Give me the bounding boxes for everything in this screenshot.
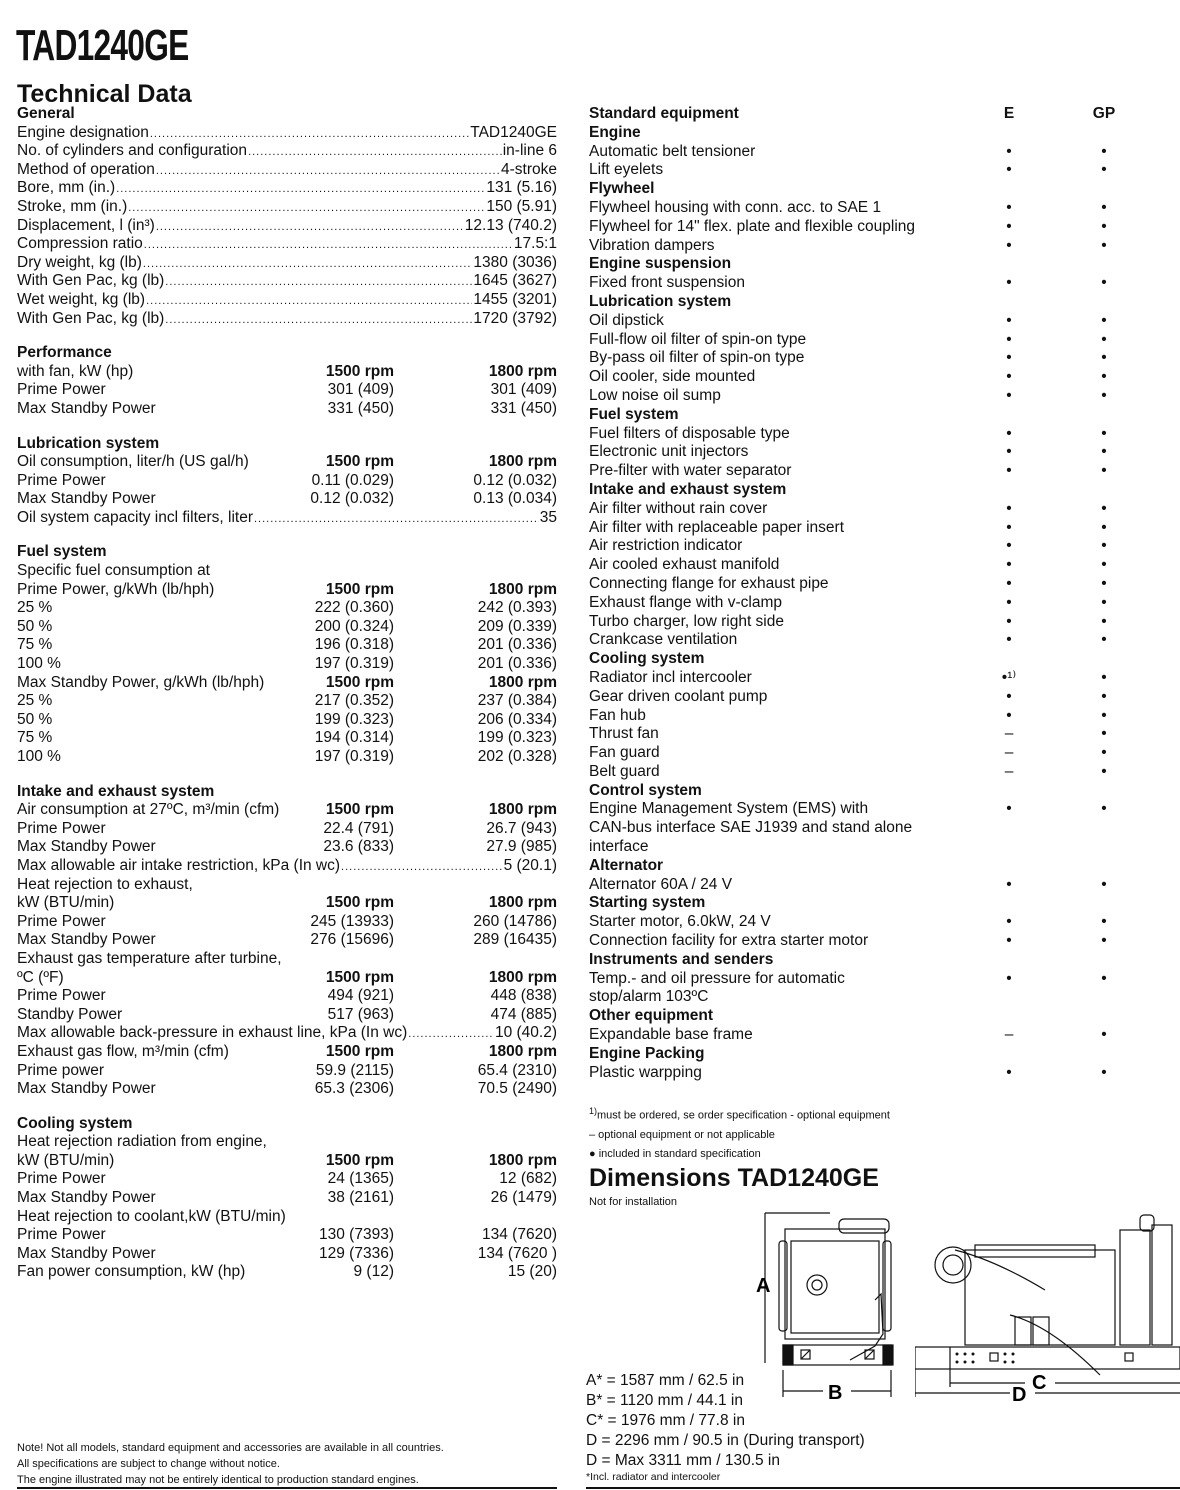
lubrication-table <box>17 453 557 509</box>
spec-row: 100 % 197 (0.319) 201 (0.336) <box>17 655 557 673</box>
equipment-list <box>589 124 1129 1083</box>
availability-gp: • <box>1101 593 1107 611</box>
spec-row: 75 % 196 (0.318) 201 (0.336) <box>17 636 557 654</box>
rpm-header-row: Oil consumption, liter/h (US gal/h) 1500 rpm 1800 rpm <box>17 453 557 471</box>
legend-footnotes: $^{1)}$must be ordered, se order specification - optional equipment – optional equipment or not applicable ● included in standard specification <box>589 1106 890 1160</box>
disclaimer: Note! Not all models, standard equipment and accessories are available in all countries. All specifications are subject to change without notice. The engine illustrated may not be entirely identical to production standard engines. <box>17 1442 444 1486</box>
availability-gp: • <box>1101 687 1107 705</box>
leader-dots <box>150 124 469 143</box>
page-title: Technical Data <box>17 80 192 108</box>
dimension-label-d: D <box>1012 1384 1027 1405</box>
equipment-item: Connecting flange for exhaust pipe • • <box>589 575 1129 594</box>
spec-row: 25 % 222 (0.360) 242 (0.393) <box>17 599 557 617</box>
model-title: TAD1240GE <box>16 21 189 70</box>
availability-e: • <box>1006 142 1012 160</box>
leader-dots <box>165 272 472 291</box>
availability-gp: • <box>1101 668 1107 686</box>
leader-dots <box>144 235 513 254</box>
equipment-group-heading: Other equipment <box>589 1007 714 1025</box>
availability-gp: • <box>1101 368 1107 386</box>
equipment-item: Full-flow oil filter of spin-on type • • <box>589 331 1129 350</box>
availability-gp: • <box>1101 311 1107 329</box>
equipment-group-heading: Alternator <box>589 856 664 874</box>
equipment-item: Connection facility for extra starter motor • • <box>589 932 1129 951</box>
equipment-item: Radiator incl intercooler •¹⁾ • <box>589 669 1129 688</box>
availability-gp: • <box>1101 725 1107 743</box>
leader-dots <box>146 291 472 310</box>
availability-e: – <box>1004 1026 1014 1044</box>
availability-gp: • <box>1101 537 1107 555</box>
radiation-header: kW (BTU/min) 1500 rpm 1800 rpm <box>17 1151 557 1169</box>
section-heading-lubrication: Lubrication system <box>17 434 160 452</box>
spec-row: With Gen Pac, kg (lb) ..... 1645 (3627) <box>17 272 557 291</box>
section-heading-intake: Intake and exhaust system <box>17 782 215 800</box>
spec-row: Displacement, l (in³) ..... 12.13 (740.2) <box>17 217 557 236</box>
spec-row: Prime Power 24 (1365) 12 (682) <box>17 1170 557 1188</box>
spec-row: Prime Power 22.4 (791) 26.7 (943) <box>17 819 557 837</box>
spec-row: Max Standby Power 129 (7336) 134 (7620 ) <box>17 1244 557 1262</box>
section-heading-performance: Performance <box>17 344 112 362</box>
equipment-item: Vibration dampers • • <box>589 237 1129 256</box>
equipment-item: Oil cooler, side mounted • • <box>589 368 1129 387</box>
availability-gp: • <box>1101 386 1107 404</box>
spec-row: 50 % 200 (0.324) 209 (0.339) <box>17 617 557 635</box>
equipment-item: Fan guard – • <box>589 744 1129 763</box>
availability-e: • <box>1006 518 1012 536</box>
spec-row: Max Standby Power 0.12 (0.032) 0.13 (0.034) <box>17 490 557 508</box>
spec-row: Prime Power 245 (13933) 260 (14786) <box>17 912 557 930</box>
oil-capacity-row: Oil system capacity incl filters, liter ..... 35 <box>17 509 557 528</box>
availability-e: • <box>1006 932 1012 950</box>
availability-gp: • <box>1101 330 1107 348</box>
heat-exhaust-header: kW (BTU/min) 1500 rpm 1800 rpm <box>17 894 557 912</box>
leader-dots <box>156 161 500 180</box>
spec-row: Max Standby Power 38 (2161) 26 (1479) <box>17 1189 557 1207</box>
equipment-item: stop/alarm 103ºC <box>589 988 709 1006</box>
availability-e: – <box>1004 762 1014 780</box>
equipment-item: By-pass oil filter of spin-on type • • <box>589 349 1129 368</box>
equipment-item: Crankcase ventilation • • <box>589 631 1129 650</box>
equipment-group-heading: Flywheel <box>589 180 655 198</box>
technical-data-column: General Engine designation ..... TAD1240GE No. of cylinders and configuration ..... in-line 6 Method of operation ..... 4-stroke Bore, mm (in.) ..... 131 (5.16) Stroke, mm (in.) ..... 150 (5.91) Displacement, l (in³) ..... 12.13 (740.2) Compression ratio ..... 17.5:1 Dry weight, kg (lb) ..... 1380 (3036) With Gen Pac, kg (lb) ..... 1645 (3627) Wet weight, kg (lb) ..... 1455 (3201) With Gen Pac, kg (lb) ..... 1720 (3792) Performance with fan, kW (hp) 1500 rpm 1800 rpm Prime Power 301 (409) 301 (409) Max Standby Power 331 (450) 331 (450) Lubrication system Oil consumption, liter/h (US gal/h) 1500 rpm 1800 rpm Prime Power 0.11 (0.029) 0.12 (0.032) Max Standby Power 0.12 (0.032) 0.13 (0.034) Oil system capacity incl filters, liter ..... 35 Fuel system Specific fuel consumption at Prime Power, g/kWh (lb/hph) 1500 rpm 1800 rpm 25 % 222 (0.360) 242 (0.393) 50 % 200 (0.324) 209 (0.339) 75 % 196 (0.318) 201 (0.336) 100 % 197 (0.319) 201 (0.336) Max Standby Power, g/kWh (lb/hph) 1500 rpm 1800 rpm 25 % 217 (0.352) 237 (0.384) 50 % 199 (0.323) 206 (0.334) 75 % 194 (0.314) 199 (0.323) 100 % 197 (0.319) 202 (0.328) Intake and exhaust system Air consumption at 27ºC, m³/min (cfm) 1500 rpm 1800 rpm Prime Power 22.4 (791) 26.7 (943) Max Standby Power 23.6 (833) 27.9 (985) Max allowable air intake restriction, kPa (In wc) ..... 5 (20.1) Heat rejection to exhaust, kW (BTU/min) 1500 rpm 1800 rpm Prime Power 245 (13933) 260 (14786) Max Standby Power 276 (15696) 289 (16435) Exhaust gas temperature after turbine, ºC (ºF) 1500 rpm 1800 rpm Prime Power 494 (921) 448 (838) Standby Power 517 (963) 474 (885) Max allowable back-pressure in exhaust line, kPa (In wc) ..... 10 (40.2) Exhaust gas flow, m³/min (cfm) 1500 rpm 1800 rpm Prime power 59.9 (2115) 65.4 (2310) Max Standby Power 65.3 (2306) 70.5 (2490) Cooling system Heat rejection radiation from engine, kW (BTU/min) 1500 rpm 1800 rpm Prime Power 24 (1365) 12 (682) Max Standby Power 38 (2161) 26 (1479) Heat rejection to coolant,kW (BTU/min) Prime Power 130 (7393) 134 (7620) Max Standby Power 129 (7336) 134 (7620 ) Fan power consumption, kW (hp) 9 (12) 15 (20) <box>17 105 557 1282</box>
availability-gp: • <box>1101 744 1107 762</box>
availability-gp: • <box>1101 913 1107 931</box>
dimensions-subtitle: Not for installation <box>589 1196 678 1208</box>
availability-e: • <box>1006 706 1012 724</box>
availability-gp: • <box>1101 969 1107 987</box>
equipment-item: Automatic belt tensioner • • <box>589 143 1129 162</box>
equipment-group-heading: Lubrication system <box>589 292 732 310</box>
equipment-item: Fuel filters of disposable type • • <box>589 425 1129 444</box>
availability-gp: • <box>1101 631 1107 649</box>
availability-e: • <box>1006 368 1012 386</box>
spec-row: Bore, mm (in.) ..... 131 (5.16) <box>17 179 557 198</box>
availability-gp: • <box>1101 706 1107 724</box>
availability-gp: • <box>1101 462 1107 480</box>
section-heading-fuel: Fuel system <box>17 543 107 561</box>
equipment-item: Electronic unit injectors • • <box>589 443 1129 462</box>
spec-row: Max Standby Power 65.3 (2306) 70.5 (2490) <box>17 1080 557 1098</box>
spec-row: Wet weight, kg (lb) ..... 1455 (3201) <box>17 291 557 310</box>
leader-dots <box>128 198 485 217</box>
spec-row: 100 % 197 (0.319) 202 (0.328) <box>17 748 557 765</box>
availability-e: • <box>1006 386 1012 404</box>
spec-row: 75 % 194 (0.314) 199 (0.323) <box>17 729 557 747</box>
equipment-group-heading: Engine Packing <box>589 1044 705 1062</box>
general-list <box>17 124 557 329</box>
availability-gp: • <box>1101 1063 1107 1081</box>
spec-row: Prime Power 301 (409) 301 (409) <box>17 381 557 399</box>
availability-e: – <box>1004 744 1014 762</box>
availability-e: • <box>1006 969 1012 987</box>
equipment-group-heading: Intake and exhaust system <box>589 480 787 498</box>
divider <box>586 1487 1180 1489</box>
availability-e: • <box>1006 311 1012 329</box>
availability-gp: • <box>1101 556 1107 574</box>
leader-dots <box>143 254 473 273</box>
availability-e: • <box>1006 593 1012 611</box>
availability-e: • <box>1006 499 1012 517</box>
equipment-item: Starter motor, 6.0kW, 24 V • • <box>589 913 1129 932</box>
equipment-item: Temp.- and oil pressure for automatic • • <box>589 970 1129 989</box>
spec-row: Max Standby Power 23.6 (833) 27.9 (985) <box>17 838 557 856</box>
dimension-label-b: B <box>828 1382 843 1404</box>
dimension-label-a: A <box>756 1275 771 1297</box>
air-restriction-row: Max allowable air intake restriction, kPa (In wc) ..... 5 (20.1) <box>17 857 557 876</box>
leader-dots <box>254 509 539 528</box>
availability-e: • <box>1006 631 1012 649</box>
spec-row: 25 % 217 (0.352) 237 (0.384) <box>17 692 557 710</box>
leader-dots <box>156 217 464 236</box>
availability-gp: • <box>1101 612 1107 630</box>
leader-dots <box>116 179 485 198</box>
availability-e: • <box>1006 462 1012 480</box>
section-heading-general: General <box>17 105 75 122</box>
spec-row: Specific fuel consumption at <box>17 562 210 580</box>
equipment-item: Oil dipstick • • <box>589 312 1129 331</box>
equipment-item: Low noise oil sump • • <box>589 387 1129 406</box>
dimension-values: A* = 1587 mm / 62.5 in B* = 1120 mm / 44.1 in C* = 1976 mm / 77.8 in D = 2296 mm / 90.5 in (During transport) D = Max 3311 mm / 130.5 in *Incl. radiator and intercooler <box>586 1372 865 1483</box>
availability-e: • <box>1006 574 1012 592</box>
availability-e: – <box>1004 725 1014 743</box>
equipment-item: Exhaust flange with v-clamp • • <box>589 594 1129 613</box>
equipment-item: Air filter with replaceable paper insert • • <box>589 519 1129 538</box>
spec-row: Prime Power 130 (7393) 134 (7620) <box>17 1226 557 1244</box>
availability-e: • <box>1006 875 1012 893</box>
spec-row: Max Standby Power 331 (450) 331 (450) <box>17 399 557 417</box>
availability-e: • <box>1006 424 1012 442</box>
equipment-item: Lift eyelets • • <box>589 161 1129 180</box>
equipment-item: Turbo charger, low right side • • <box>589 613 1129 632</box>
equipment-item: Expandable base frame – • <box>589 1026 1129 1045</box>
availability-gp: • <box>1101 274 1107 292</box>
availability-gp: • <box>1101 499 1107 517</box>
spec-row: Max Standby Power 276 (15696) 289 (16435) <box>17 931 557 949</box>
availability-e: • <box>1006 217 1012 235</box>
availability-gp: • <box>1101 1026 1107 1044</box>
equipment-item: Flywheel for 14" flex. plate and flexible coupling • • <box>589 218 1129 237</box>
equipment-item: Belt guard – • <box>589 763 1129 782</box>
equipment-group-heading: Instruments and senders <box>589 950 774 968</box>
spec-row: Prime Power 494 (921) 448 (838) <box>17 987 557 1005</box>
spec-row: Prime power 59.9 (2115) 65.4 (2310) <box>17 1061 557 1079</box>
availability-gp: • <box>1101 142 1107 160</box>
spec-row: Compression ratio ..... 17.5:1 <box>17 235 557 254</box>
fan-power-row: Fan power consumption, kW (hp) 9 (12) 15 (20) <box>17 1263 557 1281</box>
equipment-item: Fan hub • • <box>589 707 1129 726</box>
availability-e: • <box>1006 236 1012 254</box>
availability-gp: • <box>1101 800 1107 818</box>
equipment-item: Plastic warpping • • <box>589 1064 1129 1083</box>
equipment-item: Alternator 60A / 24 V • • <box>589 876 1129 895</box>
equipment-group-heading: Engine suspension <box>589 255 732 273</box>
availability-e: • <box>1006 913 1012 931</box>
equipment-group-heading: Engine <box>589 123 641 141</box>
availability-e: • <box>1006 612 1012 630</box>
availability-gp: • <box>1101 518 1107 536</box>
spec-row: Standby Power 517 (963) 474 (885) <box>17 1005 557 1023</box>
spec-row: Dry weight, kg (lb) ..... 1380 (3036) <box>17 254 557 273</box>
availability-gp: • <box>1101 443 1107 461</box>
availability-e: •¹⁾ <box>1001 668 1017 686</box>
dimensions-title: Dimensions TAD1240GE <box>589 1164 879 1192</box>
equipment-item: Air restriction indicator • • <box>589 537 1129 556</box>
leader-dots <box>165 310 472 329</box>
air-consumption-header: Air consumption at 27ºC, m³/min (cfm) 1500 rpm 1800 rpm <box>17 801 557 819</box>
equipment-item: CAN-bus interface SAE J1939 and stand alone <box>589 819 913 837</box>
availability-gp: • <box>1101 161 1107 179</box>
engine-side-view-drawing <box>915 1205 1180 1405</box>
equipment-group-heading: Fuel system <box>589 405 679 423</box>
divider <box>17 1487 557 1489</box>
equipment-item: Thrust fan – • <box>589 725 1129 744</box>
equipment-item: interface <box>589 838 649 856</box>
equipment-item: Gear driven coolant pump • • <box>589 688 1129 707</box>
equipment-item: Fixed front suspension • • <box>589 274 1129 293</box>
performance-table <box>17 363 557 419</box>
availability-gp: • <box>1101 875 1107 893</box>
availability-e: • <box>1006 800 1012 818</box>
availability-e: • <box>1006 330 1012 348</box>
equipment-item: Pre-filter with water separator • • <box>589 462 1129 481</box>
section-heading-cooling: Cooling system <box>17 1114 133 1132</box>
availability-e: • <box>1006 198 1012 216</box>
back-pressure-row: Max allowable back-pressure in exhaust line, kPa (In wc) ..... 10 (40.2) <box>17 1024 557 1043</box>
spec-row: Method of operation ..... 4-stroke <box>17 161 557 180</box>
exhaust-temp-header: ºC (ºF) 1500 rpm 1800 rpm <box>17 968 557 986</box>
equipment-item: Air cooled exhaust manifold • • <box>589 556 1129 575</box>
availability-e: • <box>1006 443 1012 461</box>
dimension-label-c: C <box>1032 1372 1047 1394</box>
rpm-header-row: Max Standby Power, g/kWh (lb/hph) 1500 rpm 1800 rpm <box>17 673 557 691</box>
leader-dots <box>248 142 502 161</box>
availability-e: • <box>1006 161 1012 179</box>
availability-e: • <box>1006 274 1012 292</box>
spec-row: Engine designation ..... TAD1240GE <box>17 124 557 143</box>
spec-row: No. of cylinders and configuration ..... in-line 6 <box>17 142 557 161</box>
spec-row: 50 % 199 (0.323) 206 (0.334) <box>17 710 557 728</box>
availability-gp: • <box>1101 217 1107 235</box>
spec-row: Stroke, mm (in.) ..... 150 (5.91) <box>17 198 557 217</box>
spec-row: With Gen Pac, kg (lb) ..... 1720 (3792) <box>17 310 557 329</box>
availability-e: • <box>1006 1063 1012 1081</box>
equipment-group-heading: Cooling system <box>589 650 705 668</box>
availability-e: • <box>1006 349 1012 367</box>
availability-gp: • <box>1101 349 1107 367</box>
spec-row: Prime Power 0.11 (0.029) 0.12 (0.032) <box>17 471 557 489</box>
equipment-item: Engine Management System (EMS) with • • <box>589 800 1129 819</box>
availability-gp: • <box>1101 574 1107 592</box>
equipment-item: Air filter without rain cover • • <box>589 500 1129 519</box>
equipment-item: Flywheel housing with conn. acc. to SAE 1 • • <box>589 199 1129 218</box>
availability-gp: • <box>1101 198 1107 216</box>
equipment-group-heading: Starting system <box>589 894 706 912</box>
equipment-group-heading: Control system <box>589 781 702 799</box>
availability-e: • <box>1006 556 1012 574</box>
equipment-table-header: Standard equipment E GP <box>589 105 1116 122</box>
availability-gp: • <box>1101 424 1107 442</box>
rpm-header-row: Prime Power, g/kWh (lb/hph) 1500 rpm 1800 rpm <box>17 580 557 598</box>
availability-gp: • <box>1101 236 1107 254</box>
availability-e: • <box>1006 537 1012 555</box>
exhaust-flow-header: Exhaust gas flow, m³/min (cfm) 1500 rpm 1800 rpm <box>17 1042 557 1060</box>
fuel-table <box>17 562 557 767</box>
availability-e: • <box>1006 687 1012 705</box>
availability-gp: • <box>1101 762 1107 780</box>
rpm-header-row: with fan, kW (hp) 1500 rpm 1800 rpm <box>17 362 557 380</box>
availability-gp: • <box>1101 932 1107 950</box>
standard-equipment-column <box>589 105 1129 1082</box>
